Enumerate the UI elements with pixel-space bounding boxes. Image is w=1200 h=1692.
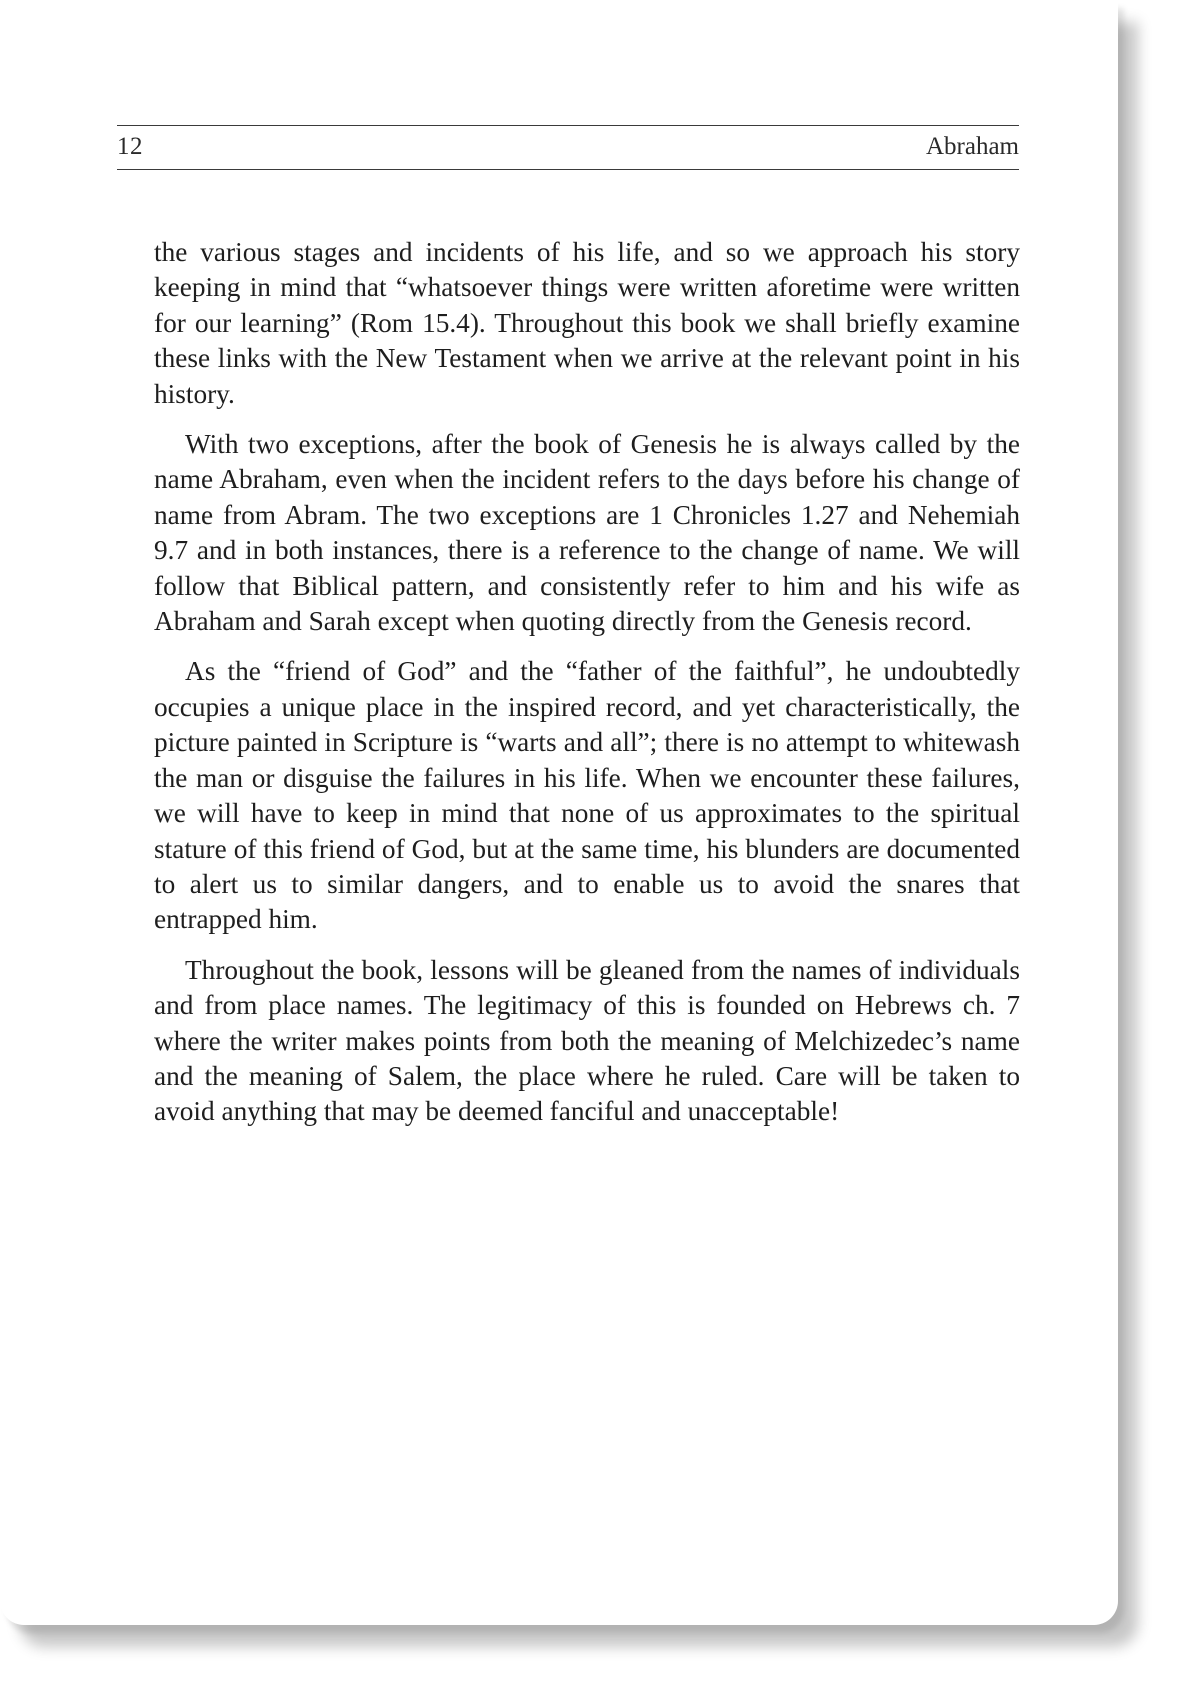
page-number: 12	[117, 133, 143, 160]
paragraph: Throughout the book, lessons will be gleaned from the names of individuals and from place names. The legitimacy of this is founded on Hebrews ch. 7 where the writer makes points from both the meaning of Melchizedec’s name and the meaning of Salem, the place where he ruled. Care will be taken to avoid anything that may be deemed fanciful and unacceptable!	[154, 954, 1020, 1127]
paragraph: the various stages and incidents of his life, and so we approach his story keeping in mind that “whatsoever things were written aforetime were written for our learning” (Rom 15.4). Throughout this book we shall briefly examine these links with the New Testament when we arrive at the relevant point in his history.	[154, 237, 1020, 409]
paragraph: With two exceptions, after the book of Genesis he is always called by the name Abraham, even when the incident refers to the days before his change of name from Abram. The two exceptions are 1 Chronicles 1.27 and Nehemiah 9.7 and in both instances, there is a reference to the change of name. We will follow that Biblical pattern, and consistently refer to him and his wife as Abraham and Sarah except when quoting directly from the Genesis record.	[154, 429, 1020, 637]
page-header	[117, 125, 1019, 170]
paragraph: As the “friend of God” and the “father of the faithful”, he undoubtedly occupies a unique place in the inspired record, and yet characteristically, the picture painted in Scripture is “warts and all”; there is no attempt to whitewash the man or disguise the failures in his life. When we encounter these failures, we will have to keep in mind that none of us approximates to the spiritual stature of this friend of God, but at the same time, his blunders are documented to alert us to similar dangers, and to enable us to avoid the snares that entrapped him.	[154, 656, 1020, 935]
running-title: Abraham	[925, 133, 1019, 160]
body-text	[154, 235, 1020, 1145]
